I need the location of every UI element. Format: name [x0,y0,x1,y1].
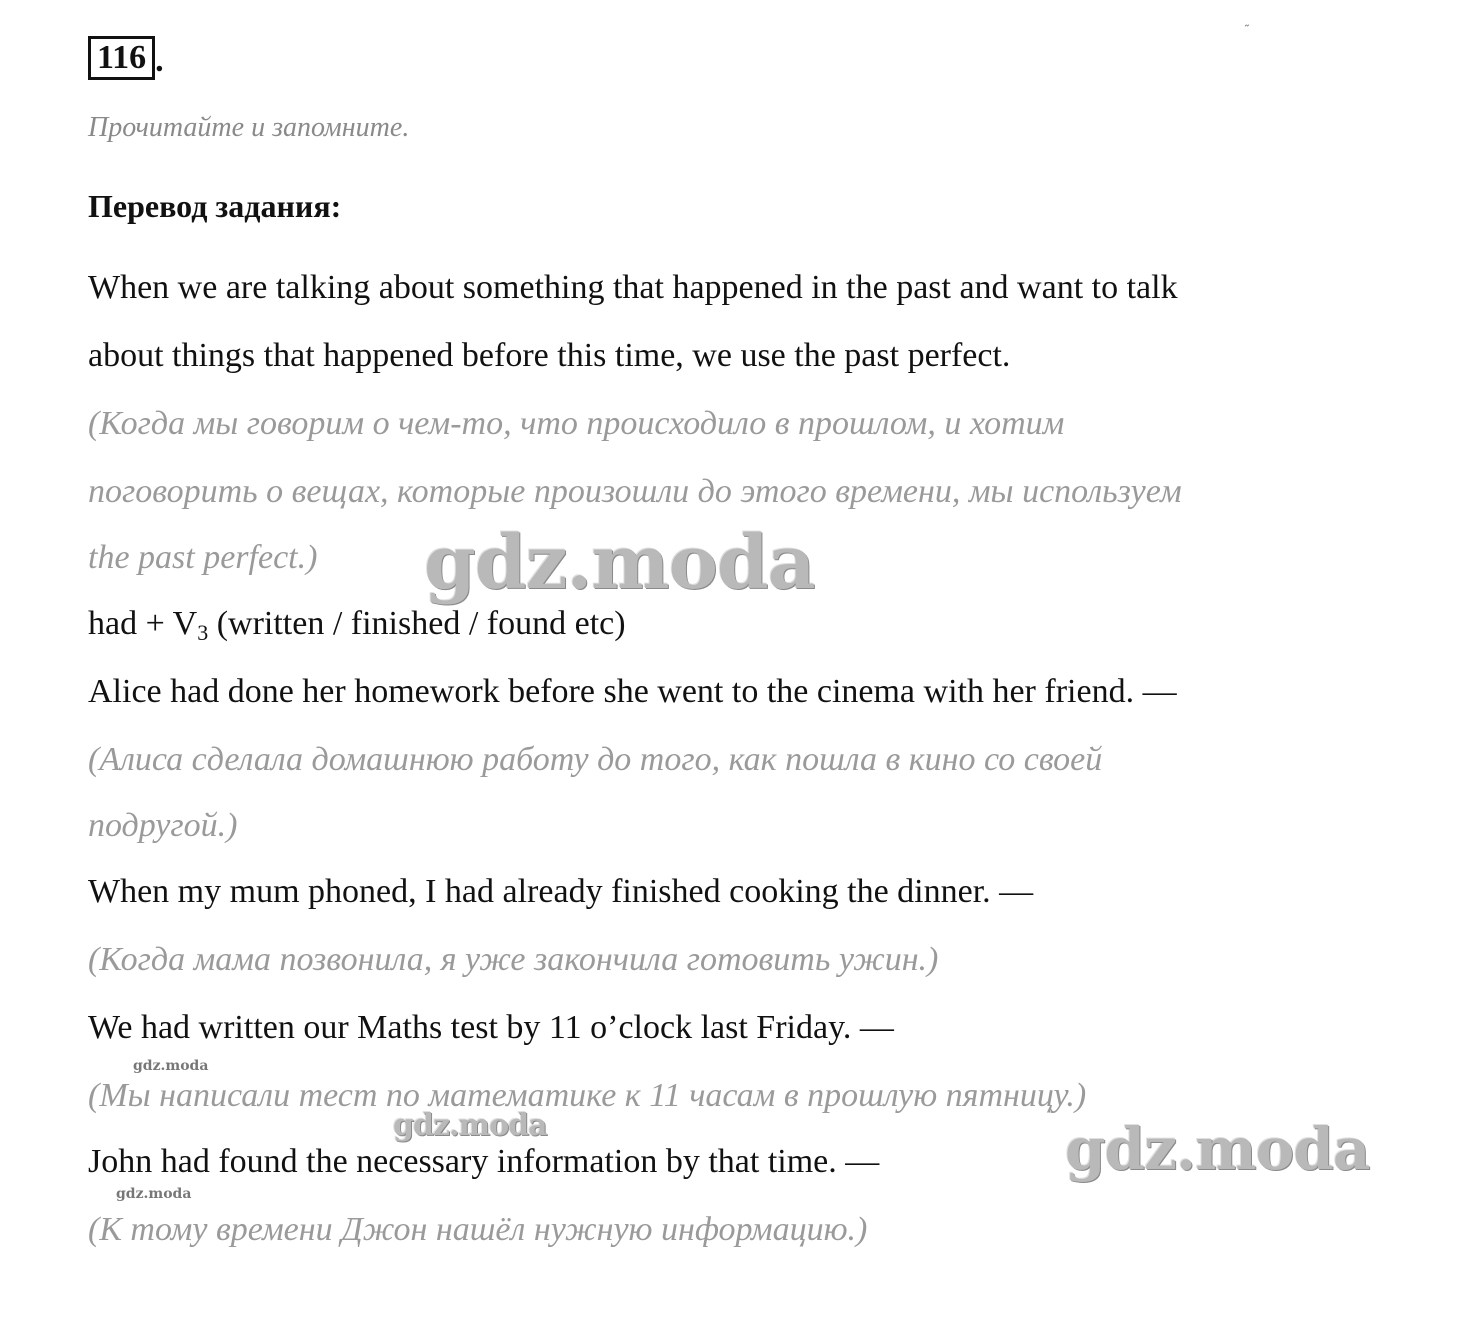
exercise-number-dot: . [155,42,164,79]
example-2-en: When my mum phoned, I had already finished cooking the dinner. — [88,873,1034,910]
rule-translation-line-2: поговорить о вещах, которые произошли до этого времени, мы используем [88,473,1182,510]
corner-mark: ˝ [1245,22,1249,36]
rule-translation-line-1: (Когда мы говорим о чем-то, что происходило в прошлом, и хотим [88,405,1065,442]
watermark-medium: gdz.moda [393,1108,547,1143]
example-4-ru: (К тому времени Джон нашёл нужную информацию.) [88,1211,868,1248]
example-1-en: Alice had done her homework before she went to the cinema with her friend. — [88,673,1177,710]
rule-translation-line-3: the past perfect.) [88,539,318,576]
formula-suffix: (written / finished / found etc) [208,605,626,642]
example-3-ru: (Мы написали тест по математике к 11 часам в прошлую пятницу.) [88,1077,1087,1114]
watermark-small-1: gdz.moda [133,1058,209,1074]
formula-subscript: 3 [197,620,209,645]
translation-heading: Перевод задания: [88,188,342,224]
exercise-number [88,38,164,80]
example-1-ru-line-2: подругой.) [88,807,238,844]
watermark-large: gdz.moda [424,520,815,606]
formula-prefix: had + V [88,605,198,642]
formula [88,604,626,653]
watermark-right: gdz.moda [1065,1115,1370,1183]
example-2-ru: (Когда мама позвонила, я уже закончила готовить ужин.) [88,941,939,978]
rule-line-2: about things that happened before this time, we use the past perfect. [88,337,1011,374]
exercise-number-box: 116 [88,36,155,80]
watermark-small-2: gdz.moda [116,1186,192,1202]
example-3-en: We had written our Maths test by 11 o’clock last Friday. — [88,1009,894,1046]
instruction: Прочитайте и запомните. [88,112,410,143]
example-4-en: John had found the necessary information by that time. — [88,1143,880,1180]
example-1-ru-line-1: (Алиса сделала домашнюю работу до того, как пошла в кино со своей [88,741,1103,778]
rule-line-1: When we are talking about something that happened in the past and want to talk [88,269,1178,306]
